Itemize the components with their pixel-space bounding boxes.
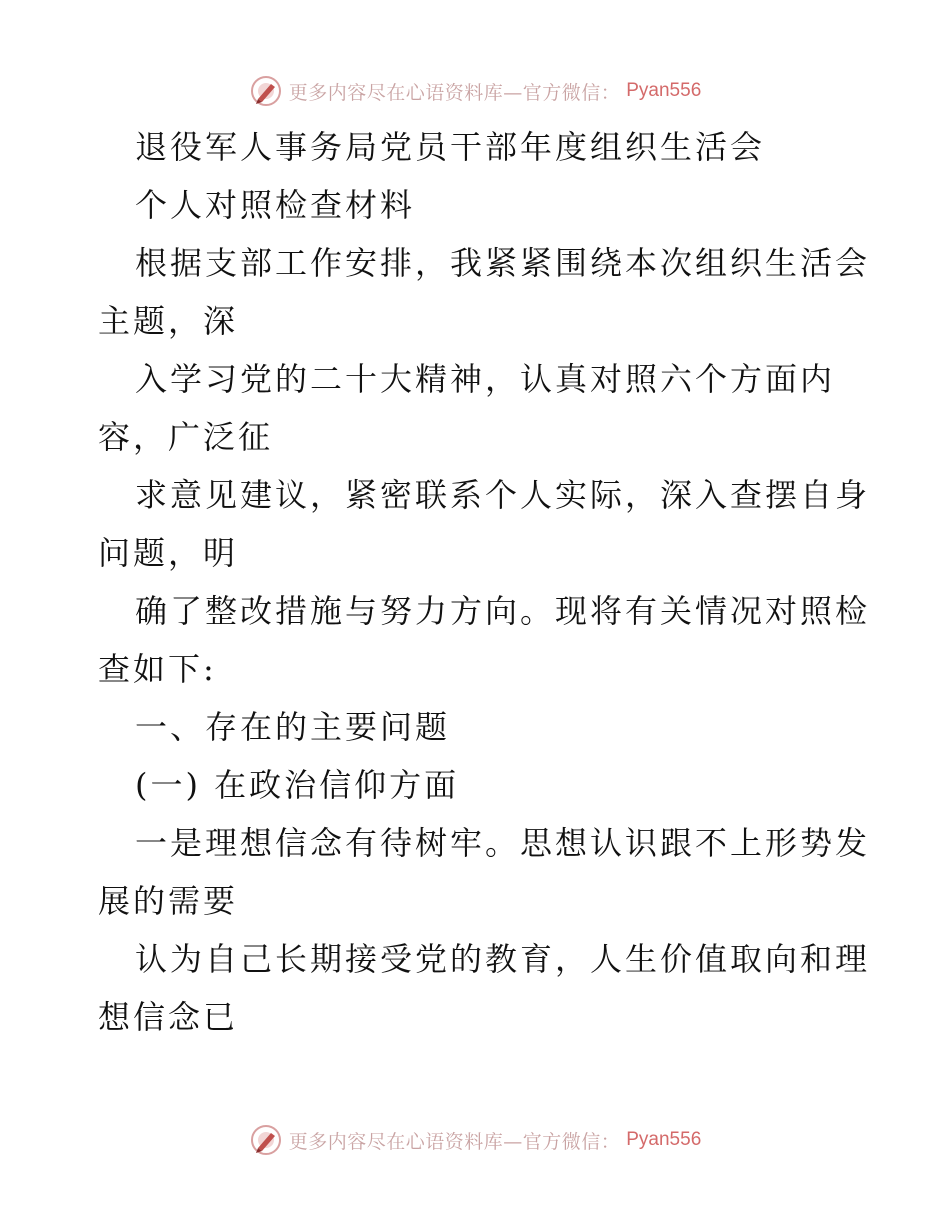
watermark-wechat-id: Pyan556 — [626, 1129, 702, 1150]
pen-logo-icon — [249, 1123, 283, 1157]
paragraph-line: 求意见建议，紧密联系个人实际，深入查摆自身 — [135, 476, 871, 514]
paragraph-line: 认为自己长期接受党的教育，人生价值取向和理 — [135, 940, 871, 978]
header-watermark-banner — [0, 71, 950, 111]
paragraph-line: 容，广泛征 — [98, 418, 274, 456]
watermark-text: 更多内容尽在心语资料库—官方微信： — [288, 1130, 621, 1153]
watermark-text: 更多内容尽在心语资料库—官方微信： — [288, 81, 621, 104]
doc-subtitle: 个人对照检查材料 — [135, 186, 416, 224]
paragraph-line: 一是理想信念有待树牢。思想认识跟不上形势发 — [135, 824, 871, 862]
paragraph-line: 查如下: — [98, 650, 217, 688]
paragraph-line: 问题，明 — [98, 534, 239, 572]
paragraph-line: 根据支部工作安排，我紧紧围绕本次组织生活会 — [135, 244, 871, 282]
footer-watermark-banner — [0, 1120, 950, 1160]
watermark-wechat-id: Pyan556 — [626, 80, 702, 101]
paragraph-line: 想信念已 — [98, 998, 239, 1036]
paragraph-line: 确了整改措施与努力方向。现将有关情况对照检 — [135, 592, 871, 630]
subsection-heading: (一) 在政治信仰方面 — [135, 766, 460, 804]
paragraph-line: 入学习党的二十大精神，认真对照六个方面内 — [135, 360, 836, 398]
paragraph-line: 展的需要 — [98, 882, 239, 920]
paragraph-line: 主题，深 — [98, 302, 239, 340]
pen-logo-icon — [249, 74, 283, 108]
doc-title: 退役军人事务局党员干部年度组织生活会 — [135, 128, 766, 166]
section-heading: 一、存在的主要问题 — [135, 708, 451, 746]
